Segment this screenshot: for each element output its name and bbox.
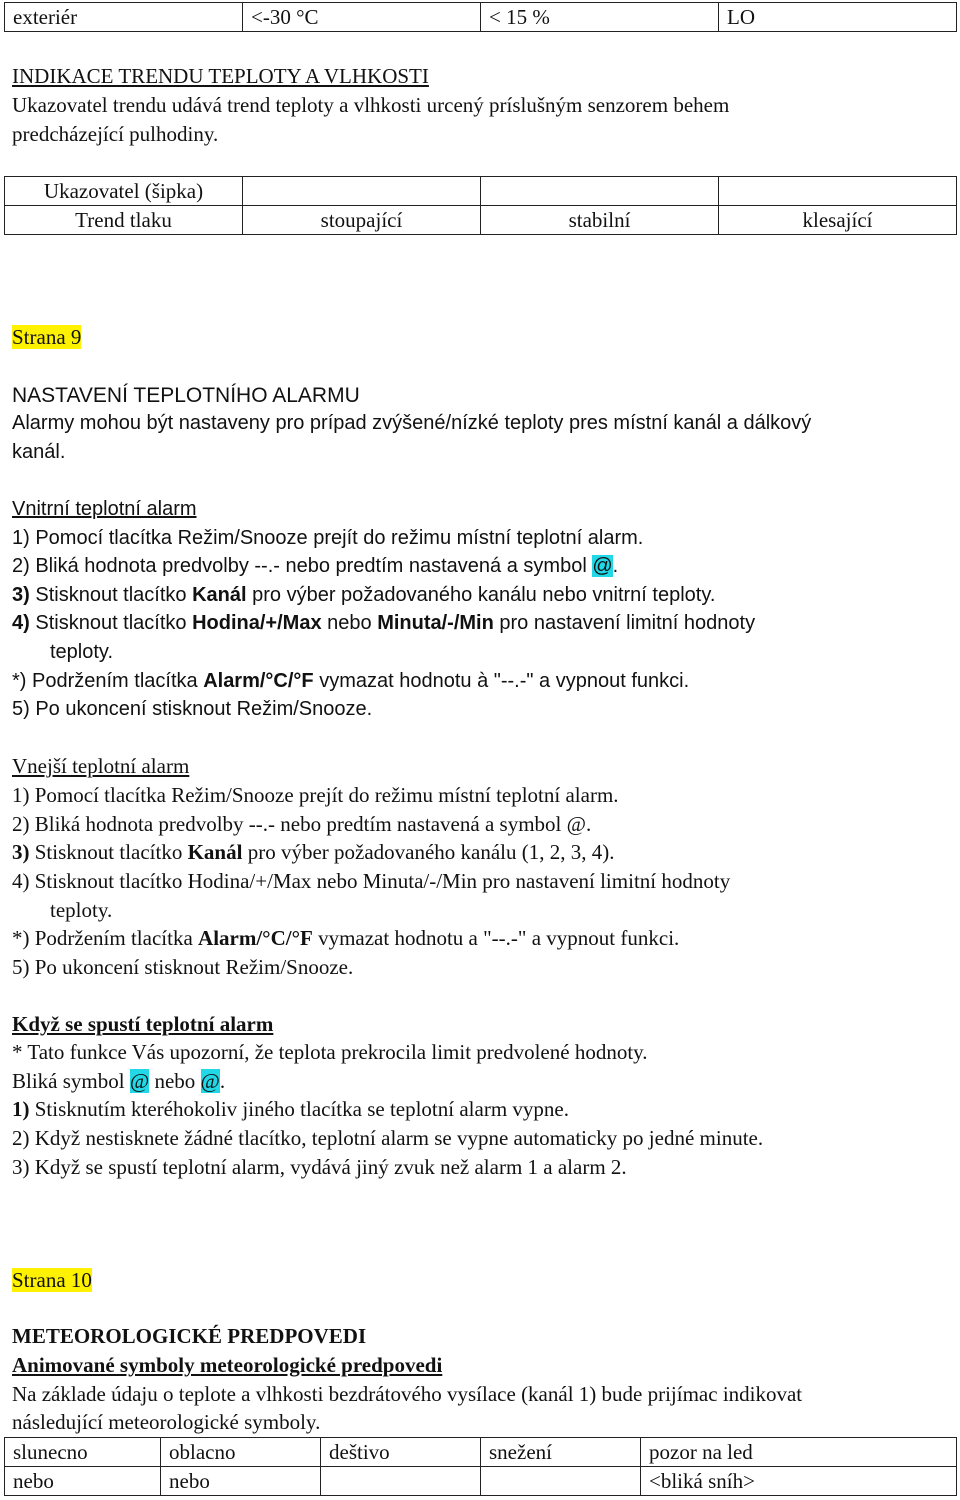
page-label: Strana 10: [12, 1268, 92, 1292]
table-cell: < 15 %: [481, 3, 719, 32]
at-symbol: @: [129, 1069, 150, 1093]
list-item: 2) Bliká hodnota predvolby --.- nebo predtím nastavená a symbol @.: [12, 555, 619, 577]
table-cell: oblacno: [161, 1438, 321, 1467]
inner-alarm-heading: Vnitrní teplotní alarm: [12, 498, 197, 520]
table-cell: stoupající: [243, 206, 481, 235]
list-item: 1) Pomocí tlacítka Režim/Snooze prejít do režimu místní teplotní alarm.: [12, 527, 644, 549]
table-cell: nebo: [5, 1467, 161, 1496]
paragraph: kanál.: [12, 441, 66, 463]
list-item: 2) Bliká hodnota predvolby --.- nebo predtím nastavená a symbol @.: [12, 812, 592, 836]
table-row: [5, 206, 957, 235]
table-cell: <-30 °C: [243, 3, 481, 32]
table-cell: LO: [719, 3, 957, 32]
list-item: 3) Stisknout tlacítko Kanál pro výber požadovaného kanálu nebo vnitrní teploty.: [12, 584, 716, 606]
top-table: [4, 2, 957, 32]
table-cell: nebo: [161, 1467, 321, 1496]
list-item: 2) Když nestisknete žádné tlacítko, teplotní alarm se vypne automaticky po jedné minute.: [12, 1126, 764, 1150]
table-cell: Ukazovatel (šipka): [5, 177, 243, 206]
subheading: Animované symboly meteorologické predpovedi: [12, 1353, 443, 1377]
trend-table: [4, 176, 957, 235]
list-item-continued: teploty.: [50, 641, 113, 663]
outer-alarm-heading: Vnejší teplotní alarm: [12, 754, 190, 778]
table-cell: stabilní: [481, 206, 719, 235]
table-cell: pozor na led: [641, 1438, 957, 1467]
table-cell: Trend tlaku: [5, 206, 243, 235]
table-cell: snežení: [481, 1438, 641, 1467]
table-cell: [481, 177, 719, 206]
page-label: Strana 9: [12, 325, 82, 349]
trend-text: Ukazovatel trendu udává trend teploty a vlhkosti urcený príslušným senzorem behem: [12, 93, 730, 117]
table-cell: slunecno: [5, 1438, 161, 1467]
table-row: [5, 1467, 957, 1496]
section-heading: NASTAVENÍ TEPLOTNÍHO ALARMU: [12, 384, 360, 407]
trigger-heading: Když se spustí teplotní alarm: [12, 1012, 274, 1036]
list-item: 4) Stisknout tlacítko Hodina/+/Max nebo Minuta/-/Min pro nastavení limitní hodnoty: [12, 869, 731, 893]
list-item-continued: teploty.: [50, 898, 113, 922]
table-cell: [243, 177, 481, 206]
table-cell: <bliká sníh>: [641, 1467, 957, 1496]
paragraph: Alarmy mohou být nastaveny pro prípad zvýšené/nízké teploty pres místní kanál a dálkový: [12, 412, 812, 434]
at-symbol: @: [592, 555, 613, 577]
table-row: [5, 1438, 957, 1467]
list-item: 5) Po ukoncení stisknout Režim/Snooze.: [12, 955, 354, 979]
list-item: 1) Stisknutím kteréhokoliv jiného tlacítka se teplotní alarm vypne.: [12, 1097, 569, 1121]
table-cell: [481, 1467, 641, 1496]
paragraph: * Tato funkce Vás upozorní, že teplota prekrocila limit predvolené hodnoty.: [12, 1040, 648, 1064]
section-heading: METEOROLOGICKÉ PREDPOVEDI: [12, 1324, 367, 1348]
trend-heading: INDIKACE TRENDU TEPLOTY A VLHKOSTI: [12, 64, 429, 88]
paragraph: následující meteorologické symboly.: [12, 1410, 321, 1434]
paragraph: Bliká symbol @ nebo @.: [12, 1069, 226, 1093]
table-cell: exteriér: [5, 3, 243, 32]
list-item: *) Podržením tlacítka Alarm/°C/°F vymazat hodnotu à "--.-" a vypnout funkci.: [12, 670, 690, 692]
table-row: [5, 3, 957, 32]
table-cell: [719, 177, 957, 206]
list-item: 3) Stisknout tlacítko Kanál pro výber požadovaného kanálu (1, 2, 3, 4).: [12, 840, 615, 864]
list-item: 5) Po ukoncení stisknout Režim/Snooze.: [12, 698, 373, 720]
table-cell: [321, 1467, 481, 1496]
list-item: 4) Stisknout tlacítko Hodina/+/Max nebo Minuta/-/Min pro nastavení limitní hodnoty: [12, 612, 756, 634]
trend-text: predcházející pulhodiny.: [12, 122, 219, 146]
list-item: *) Podržením tlacítka Alarm/°C/°F vymazat hodnotu a "--.-" a vypnout funkci.: [12, 926, 680, 950]
table-cell: klesající: [719, 206, 957, 235]
list-item: 3) Když se spustí teplotní alarm, vydává jiný zvuk než alarm 1 a alarm 2.: [12, 1155, 627, 1179]
forecast-table: [4, 1437, 957, 1496]
at-symbol: @: [200, 1069, 220, 1093]
table-cell: deštivo: [321, 1438, 481, 1467]
list-item: 1) Pomocí tlacítka Režim/Snooze prejít do režimu místní teplotní alarm.: [12, 783, 619, 807]
paragraph: Na základe údaju o teplote a vlhkosti bezdrátového vysílace (kanál 1) bude prijímac indikovat: [12, 1382, 803, 1406]
table-row: [5, 177, 957, 206]
